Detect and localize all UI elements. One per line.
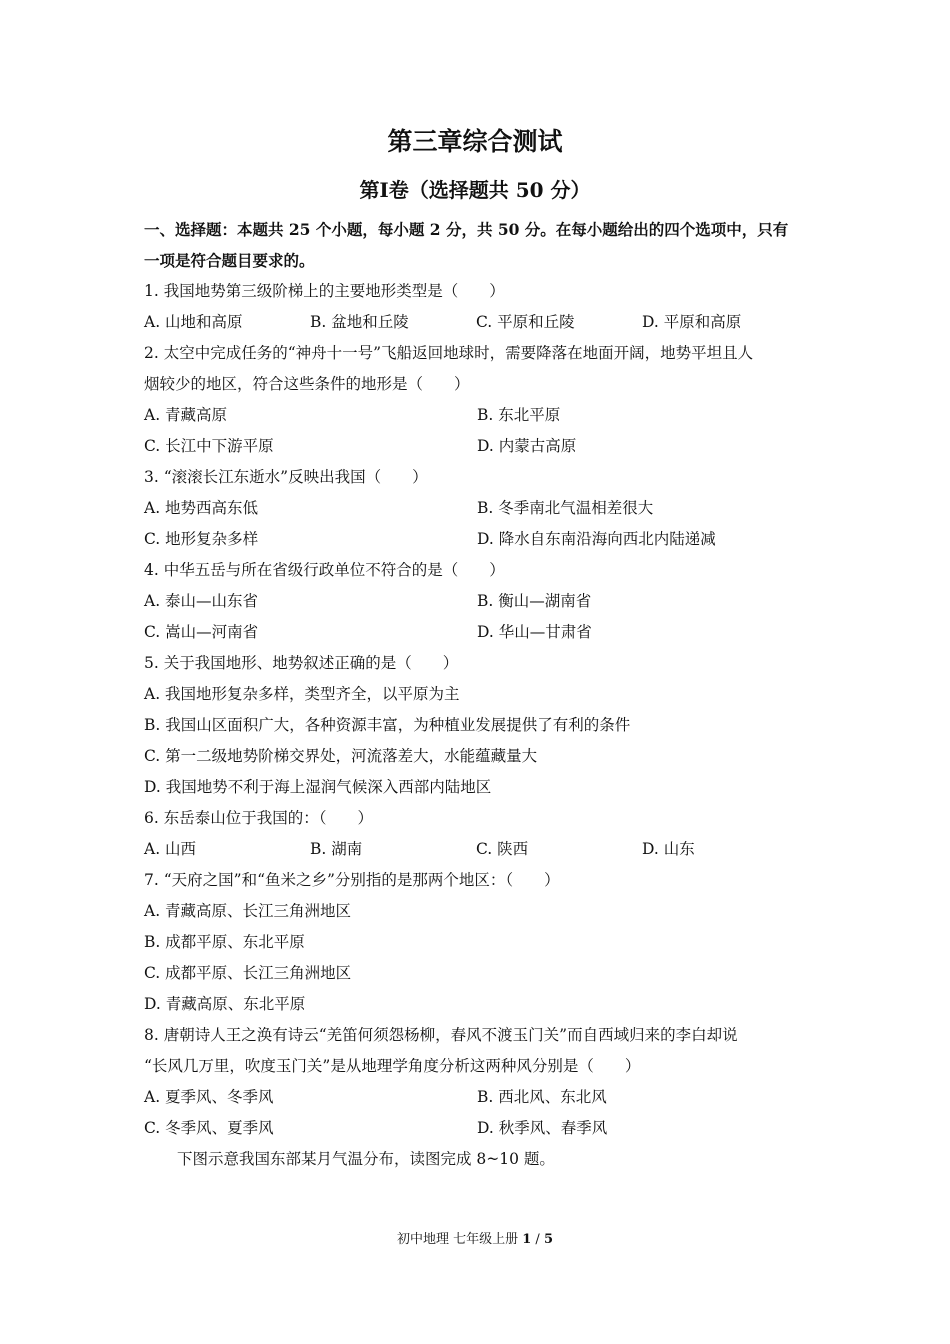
option-d: D. 青藏高原、东北平原 — [144, 995, 306, 1013]
option-b: B. 冬季南北气温相差很大 — [477, 499, 654, 517]
section-instruction: 一、选择题：本题共 25 个小题，每小题 2 分，共 50 分。在每小题给出的四个选项中，只有 — [144, 220, 789, 239]
page-subtitle: 第I卷（选择题共 50 分） — [359, 178, 591, 202]
option-b: B. 东北平原 — [477, 406, 561, 424]
option-d: D. 平原和高原 — [642, 313, 742, 331]
option-c: C. 长江中下游平原 — [144, 437, 274, 455]
question-4: 4. 中华五岳与所在省级行政单位不符合的是（ ） — [144, 561, 505, 579]
question-1-options — [144, 307, 809, 338]
question-8-options-ab — [144, 1082, 809, 1113]
question-3: 3. “滚滚长江东逝水”反映出我国（ ） — [144, 468, 428, 486]
option-b: B. 西北风、东北风 — [477, 1088, 607, 1106]
page-number: 1 — [522, 1232, 532, 1247]
option-d: D. 山东 — [642, 840, 695, 858]
question-4-options-cd — [144, 617, 809, 648]
option-d: D. 降水自东南沿海向西北内陆递减 — [477, 530, 716, 548]
option-d: D. 秋季风、春季风 — [477, 1119, 608, 1137]
option-c: C. 冬季风、夏季风 — [144, 1119, 274, 1137]
question-2-options-ab — [144, 400, 809, 431]
option-a: A. 山西 — [144, 840, 197, 858]
option-c: C. 平原和丘陵 — [476, 313, 575, 331]
question-2-options-cd — [144, 431, 809, 462]
option-c: C. 成都平原、长江三角洲地区 — [144, 964, 352, 982]
option-b: B. 我国山区面积广大，各种资源丰富，为种植业发展提供了有利的条件 — [144, 716, 631, 734]
option-a: A. 泰山—山东省 — [144, 592, 259, 610]
question-6-options — [144, 834, 809, 865]
option-c: C. 嵩山—河南省 — [144, 623, 259, 641]
option-a: A. 地势西高东低 — [144, 499, 259, 517]
question-3-options-cd — [144, 524, 809, 555]
option-b: B. 盆地和丘陵 — [310, 313, 409, 331]
question-8: 8. 唐朝诗人王之涣有诗云“羌笛何须怨杨柳，春风不渡玉门关”而自西域归来的李白却说 — [144, 1026, 738, 1044]
question-6: 6. 东岳泰山位于我国的：（ ） — [144, 809, 373, 827]
question-8-cont: “长风几万里，吹度玉门关”是从地理学角度分析这两种风分别是（ ） — [144, 1057, 641, 1075]
option-c: C. 地形复杂多样 — [144, 530, 259, 548]
question-5: 5. 关于我国地形、地势叙述正确的是（ ） — [144, 654, 459, 672]
question-3-options-ab — [144, 493, 809, 524]
footer-subject: 初中地理 七年级上册 — [396, 1232, 523, 1247]
page-footer — [0, 1228, 950, 1247]
option-a: A. 青藏高原、长江三角洲地区 — [144, 902, 352, 920]
figure-note: 下图示意我国东部某月气温分布，读图完成 8~10 题。 — [177, 1150, 555, 1168]
section-instruction-cont: 一项是符合题目要求的。 — [144, 251, 315, 270]
option-d: D. 我国地势不利于海上湿润气候深入西部内陆地区 — [144, 778, 492, 796]
option-d: D. 华山—甘肃省 — [477, 623, 592, 641]
page-title: 第三章综合测试 — [387, 127, 563, 156]
question-2-cont: 烟较少的地区，符合这些条件的地形是（ ） — [144, 375, 470, 393]
exam-content — [144, 214, 809, 1175]
question-7: 7. “天府之国”和“鱼米之乡”分别指的是那两个地区：（ ） — [144, 871, 560, 889]
option-c: C. 第一二级地势阶梯交界处，河流落差大，水能蕴藏量大 — [144, 747, 538, 765]
option-b: B. 衡山—湖南省 — [477, 592, 592, 610]
question-1: 1. 我国地势第三级阶梯上的主要地形类型是（ ） — [144, 282, 505, 300]
option-a: A. 夏季风、冬季风 — [144, 1088, 274, 1106]
page-separator: / — [531, 1232, 544, 1247]
option-b: B. 成都平原、东北平原 — [144, 933, 305, 951]
page-total: 5 — [543, 1232, 553, 1247]
option-c: C. 陕西 — [476, 840, 529, 858]
question-8-options-cd — [144, 1113, 809, 1144]
option-a: A. 我国地形复杂多样，类型齐全，以平原为主 — [144, 685, 460, 703]
option-a: A. 青藏高原 — [144, 406, 228, 424]
option-b: B. 湖南 — [310, 840, 363, 858]
option-a: A. 山地和高原 — [144, 313, 243, 331]
question-4-options-ab — [144, 586, 809, 617]
option-d: D. 内蒙古高原 — [477, 437, 577, 455]
question-2: 2. 太空中完成任务的“神舟十一号”飞船返回地球时，需要降落在地面开阔，地势平坦且人 — [144, 344, 754, 362]
